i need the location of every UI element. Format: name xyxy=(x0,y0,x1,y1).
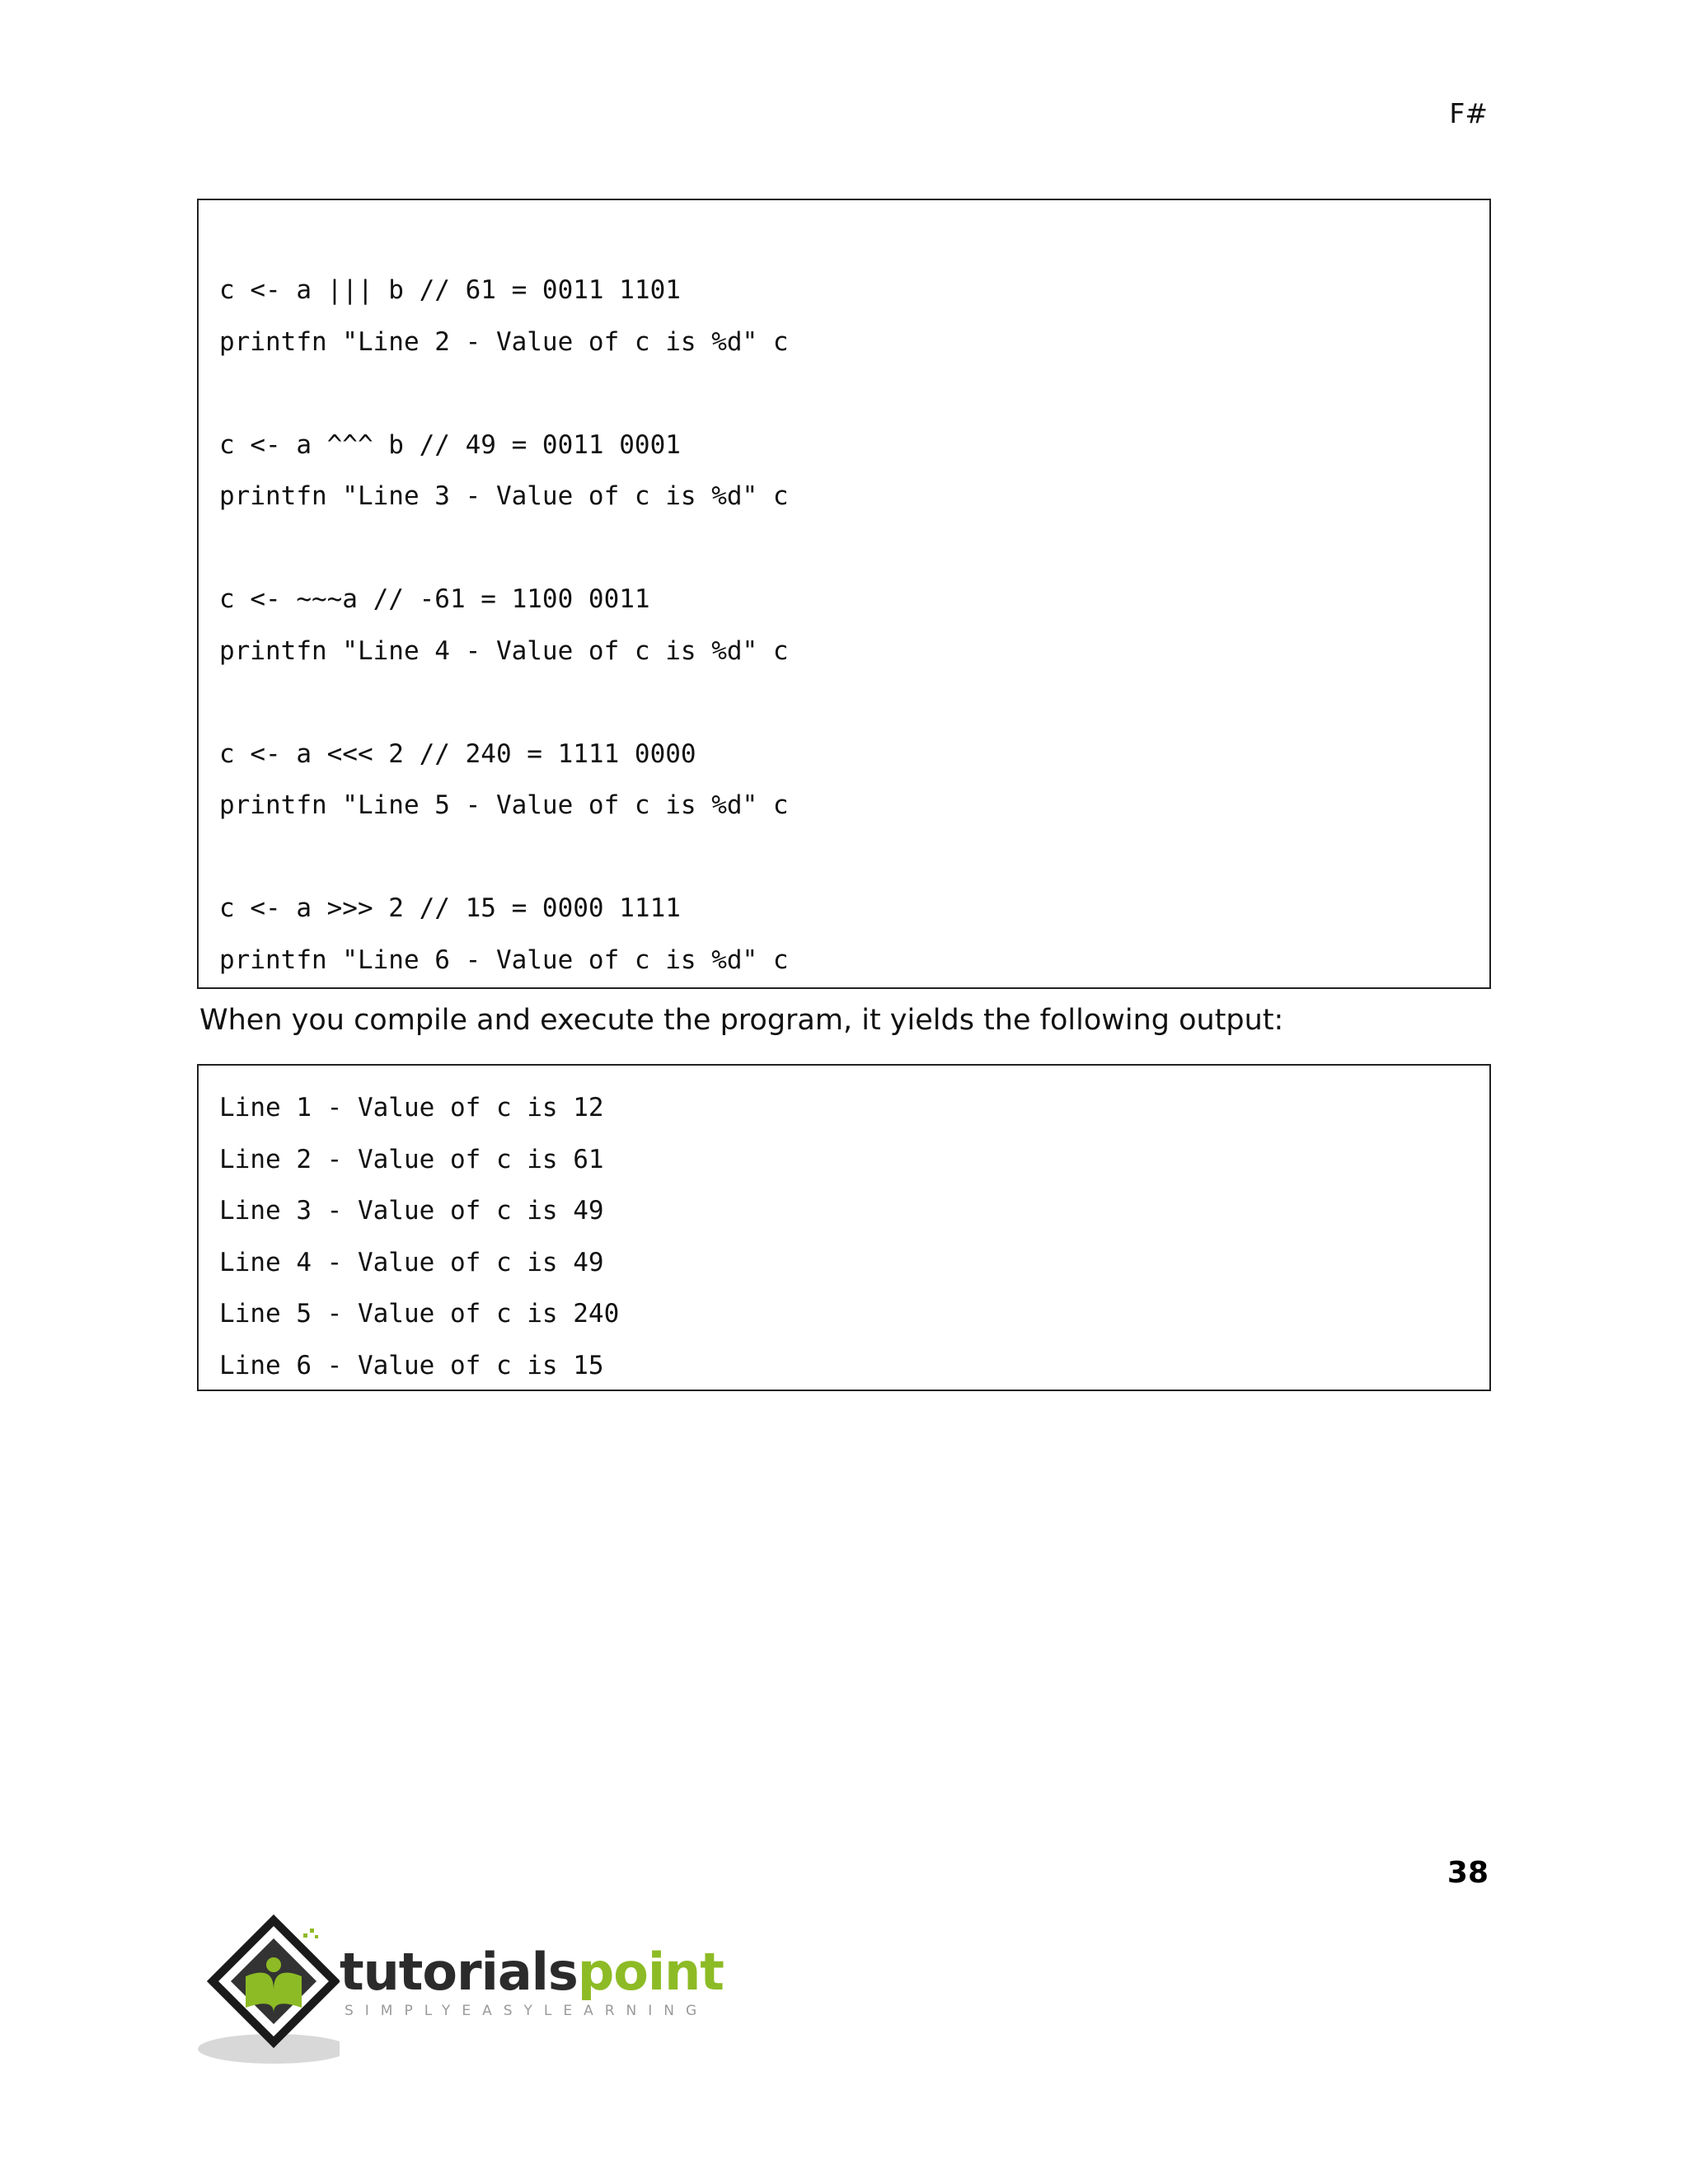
code-line: c <- ~~~a // -61 = 1100 0011 xyxy=(219,584,650,614)
code-line: c <- a ^^^ b // 49 = 0011 0001 xyxy=(219,429,681,460)
output-line: Line 1 - Value of c is 12 xyxy=(219,1093,604,1122)
output-line: Line 2 - Value of c is 61 xyxy=(219,1144,604,1174)
code-line-blank xyxy=(219,523,1489,574)
code-line: printfn "Line 3 - Value of c is %d" c xyxy=(219,481,789,511)
logo-emblem-icon xyxy=(195,1910,340,2067)
code-line: printfn "Line 5 - Value of c is %d" c xyxy=(219,790,789,820)
code-line: printfn "Line 2 - Value of c is %d" c xyxy=(219,326,789,357)
logo-wordmark xyxy=(340,1942,724,2002)
code-line: c <- a <<< 2 // 240 = 1111 0000 xyxy=(219,738,696,769)
output-line: Line 4 - Value of c is 49 xyxy=(219,1247,604,1277)
logo-wordmark-part1: tutorials xyxy=(340,1942,578,2002)
code-line-blank xyxy=(219,368,1489,419)
code-line-blank xyxy=(219,677,1489,729)
program-code-block xyxy=(197,199,1491,989)
tutorialspoint-logo xyxy=(195,1910,724,2067)
code-line: printfn "Line 6 - Value of c is %d" c xyxy=(219,944,789,975)
code-line: printfn "Line 4 - Value of c is %d" c xyxy=(219,635,789,666)
output-line: Line 6 - Value of c is 15 xyxy=(219,1350,604,1380)
code-line: c <- a >>> 2 // 15 = 0000 1111 xyxy=(219,893,681,923)
output-line: Line 3 - Value of c is 49 xyxy=(219,1196,604,1226)
code-line: c <- a ||| b // 61 = 0011 1101 xyxy=(219,275,681,305)
logo-wordmark-part2: point xyxy=(577,1942,724,2002)
output-line: Line 5 - Value of c is 240 xyxy=(219,1299,620,1329)
output-intro-paragraph: When you compile and execute the program, it yields the following output: xyxy=(199,1004,1284,1037)
page-header-title: F# xyxy=(1449,97,1488,129)
page-number: 38 xyxy=(1447,1856,1489,1890)
code-line-blank xyxy=(219,832,1489,883)
program-output-block xyxy=(197,1064,1491,1391)
logo-tagline: SIMPLYEASYLEARNING xyxy=(345,2003,709,2019)
